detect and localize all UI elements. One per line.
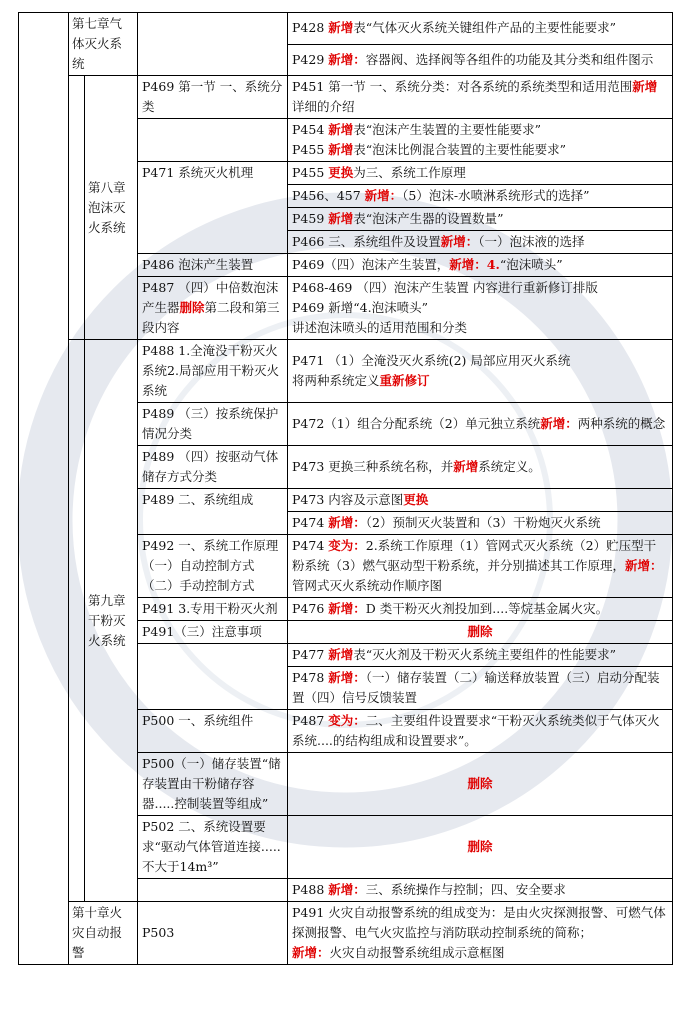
old-content-cell: P500（一）储存装置“储存装置由干粉储存容器.....控制装置等组成” [138, 753, 288, 816]
new-content-cell: P488 新增：三、系统操作与控制；四、安全要求 [288, 879, 673, 902]
new-content-cell: P473 内容及示意图更换 [288, 489, 673, 512]
deleted-mark: 删除 [467, 839, 493, 854]
new-content-cell: P472（1）组合分配系统（2）单元独立系统新增：两种系统的概念 [288, 403, 673, 446]
edge-column [69, 76, 85, 340]
old-content-cell: P489 （三）按系统保护情况分类 [138, 403, 288, 446]
old-content-cell [138, 119, 288, 162]
table-row [19, 902, 673, 965]
old-content-cell: P489 （四）按驱动气体储存方式分类 [138, 446, 288, 489]
new-content-cell: P455 更换为三、系统工作原理 [288, 162, 673, 185]
deleted-mark: 删除 [467, 776, 493, 791]
old-content-cell: P491 3.专用干粉灭火剂 [138, 598, 288, 621]
new-content-cell [288, 816, 673, 879]
old-content-cell [138, 13, 288, 76]
old-content-cell: P500 一、系统组件 [138, 710, 288, 753]
new-content-cell: P471 （1）全淹没灭火系统(2) 局部应用灭火系统 将两种系统定义重新修订 [288, 340, 673, 403]
old-content-cell: P488 1.全淹没干粉灭火系统2.局部应用干粉灭火系统 [138, 340, 288, 403]
old-content-cell [138, 879, 288, 902]
old-content-cell: P503 [138, 902, 288, 965]
old-content-cell: P502 二、系统设置要求“驱动气体管道连接.....不大于14m³” [138, 816, 288, 879]
edge-column [19, 13, 69, 965]
new-content-cell: P474 变为：2.系统工作原理（1）管网式灭火系统（2）贮压型干粉系统（3）燃气驱动型干粉系统，并分别描述其工作原理，新增：管网式灭火系统动作顺序图 [288, 535, 673, 598]
new-content-cell: P474 新增：（2）预制灭火装置和（3）干粉炮灭火系统 [288, 512, 673, 535]
old-content-cell: P486 泡沫产生装置 [138, 254, 288, 277]
new-content-cell [288, 753, 673, 816]
old-content-cell: P489 二、系统组成 [138, 489, 288, 535]
new-content-cell: P454 新增表“泡沫产生装置的主要性能要求” P455 新增表“泡沫比例混合装置的主要性能要求” [288, 119, 673, 162]
old-content-cell: P471 系统灭火机理 [138, 162, 288, 254]
new-content-cell [288, 621, 673, 644]
new-content-cell: P429 新增：容器阀、选择阀等各组件的功能及其分类和组件图示 [288, 44, 673, 76]
chapter-8-label: 第八章泡沫灭火系统 [85, 76, 138, 340]
new-content-cell: P476 新增：D 类干粉灭火剂投加到....等烷基金属火灾。 [288, 598, 673, 621]
old-content-cell: P491（三）注意事项 [138, 621, 288, 644]
chapter-10-label: 第十章火灾自动报警 [69, 902, 138, 965]
old-content-cell: P487 （四）中倍数泡沫产生器删除第二段和第三段内容 [138, 277, 288, 340]
new-content-cell: P491 火灾自动报警系统的组成变为：是由火灾探测报警、可燃气体探测报警、电气火灾监控与消防联动控制系统的简称； 新增：火灾自动报警系统组成示意框图 [288, 902, 673, 965]
old-content-cell [138, 644, 288, 710]
table-row [19, 13, 673, 45]
table-row [19, 340, 673, 403]
new-content-cell: P451 第一节 一、系统分类：对各系统的系统类型和适用范围新增详细的介绍 [288, 76, 673, 119]
new-content-cell: P487 变为：二、主要组件设置要求“干粉灭火系统类似于气体灭火系统....的结构组成和设置要求”。 [288, 710, 673, 753]
new-content-cell: P473 更换三种系统名称，并新增系统定义。 [288, 446, 673, 489]
new-content-cell: P459 新增表“泡沫产生器的设置数量” [288, 208, 673, 231]
new-content-cell: P466 三、系统组件及设置新增：（一）泡沫液的选择 [288, 231, 673, 254]
edge-column [69, 340, 85, 902]
chapter-9-label: 第九章干粉灭火系统 [85, 340, 138, 902]
old-content-cell: P469 第一节 一、系统分类 [138, 76, 288, 119]
new-content-cell: P477 新增表“灭火剂及干粉灭火系统主要组件的性能要求” [288, 644, 673, 667]
chapter-7-label: 第七章气体灭火系统 [69, 13, 138, 76]
new-content-cell: P478 新增：（一）储存装置（二）输送释放装置（三）启动分配装置（四）信号反馈装置 [288, 667, 673, 710]
change-table [18, 12, 673, 965]
table-row [19, 76, 673, 119]
new-content-cell: P456、457 新增：（5）泡沫-水喷淋系统形式的选择” [288, 185, 673, 208]
new-content-cell: P428 新增表“气体灭火系统关键组件产品的主要性能要求” [288, 13, 673, 45]
new-content-cell: P468-469 （四）泡沫产生装置 内容进行重新修订排版 P469 新增“4.泡沫喷头” 讲述泡沫喷头的适用范围和分类 [288, 277, 673, 340]
old-content-cell: P492 一、系统工作原理（一）自动控制方式（二）手动控制方式 [138, 535, 288, 598]
new-content-cell: P469（四）泡沫产生装置，新增：4.“泡沫喷头” [288, 254, 673, 277]
deleted-mark: 删除 [467, 624, 493, 639]
